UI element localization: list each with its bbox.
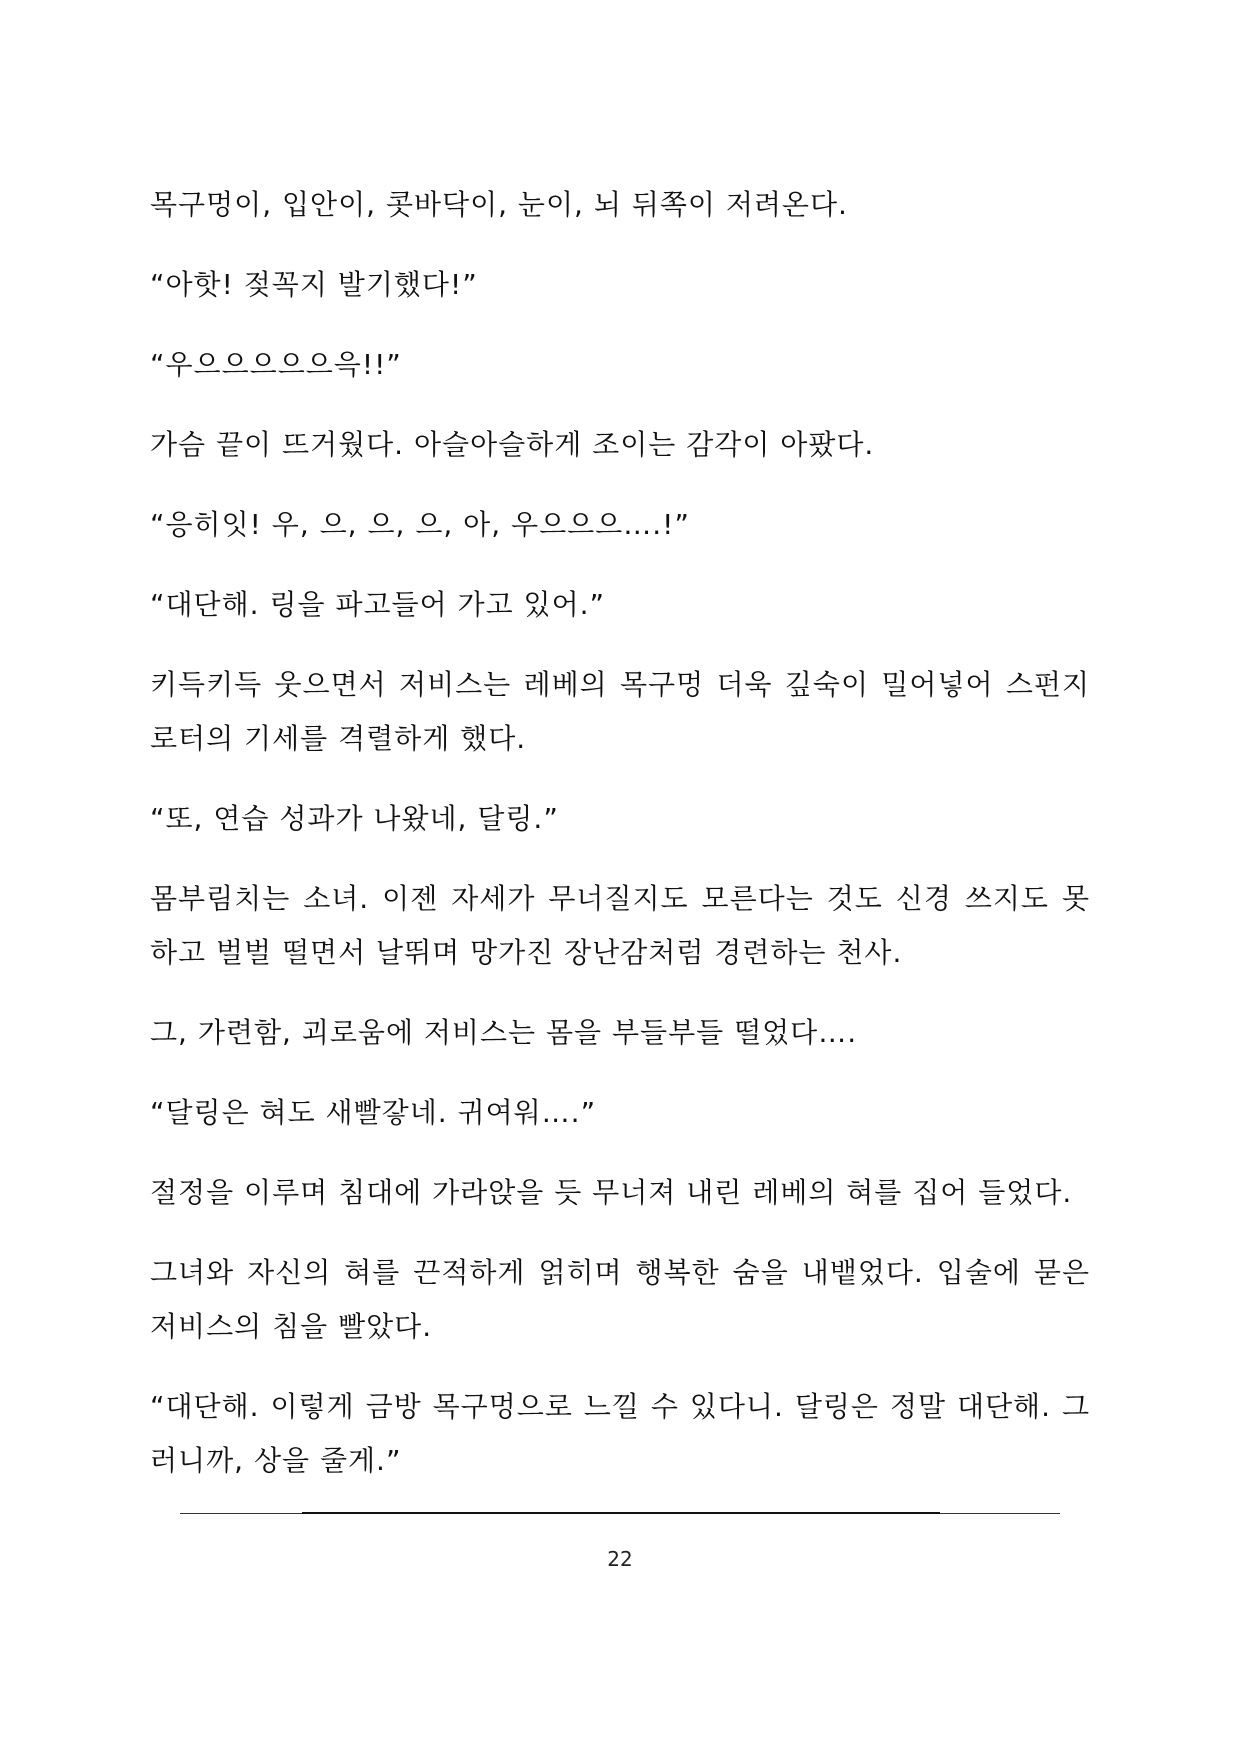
- paragraph: 그녀와 자신의 혀를 끈적하게 얽히며 행복한 숨을 내뱉었다. 입술에 묻은 저비스의 침을 빨았다.: [150, 1256, 1090, 1343]
- paragraph: 키득키득 웃으면서 저비스는 레베의 목구멍 더욱 깊숙이 밀어넣어 스펀지 로터의 기세를 격렬하게 했다.: [150, 668, 1090, 755]
- paragraph: “응히잇! 우, 으, 으, 으, 아, 우으으으….!”: [150, 508, 690, 541]
- paragraph: “아핫! 젖꼭지 발기했다!”: [150, 268, 478, 301]
- page-number: 22: [607, 1547, 633, 1571]
- page-body: [150, 178, 1090, 1514]
- footer-divider-accent: [302, 1512, 940, 1514]
- paragraph: “대단해. 링을 파고들어 가고 있어.”: [150, 588, 606, 621]
- paragraph: “우으으으으으윽!!”: [150, 348, 402, 381]
- paragraph: 목구멍이, 입안이, 콧바닥이, 눈이, 뇌 뒤쪽이 저려온다.: [150, 188, 848, 221]
- paragraph: “또, 연습 성과가 나왔네, 달링.”: [150, 802, 559, 835]
- paragraph: 그, 가련함, 괴로움에 저비스는 몸을 부들부들 떨었다….: [150, 1016, 858, 1049]
- paragraph: 가슴 끝이 뜨거웠다. 아슬아슬하게 조이는 감각이 아팠다.: [150, 428, 875, 461]
- paragraph: “달링은 혀도 새빨갛네. 귀여워….”: [150, 1096, 597, 1129]
- paragraph: 절정을 이루며 침대에 가라앉을 듯 무너져 내린 레베의 혀를 집어 들었다.: [150, 1176, 1073, 1209]
- paragraph: 몸부림치는 소녀. 이젠 자세가 무너질지도 모른다는 것도 신경 쓰지도 못하고 벌벌 떨면서 날뛰며 망가진 장난감처럼 경련하는 천사.: [150, 882, 1090, 969]
- paragraph: “대단해. 이렇게 금방 목구멍으로 느낄 수 있다니. 달링은 정말 대단해. 그러니까, 상을 줄게.”: [150, 1390, 1090, 1477]
